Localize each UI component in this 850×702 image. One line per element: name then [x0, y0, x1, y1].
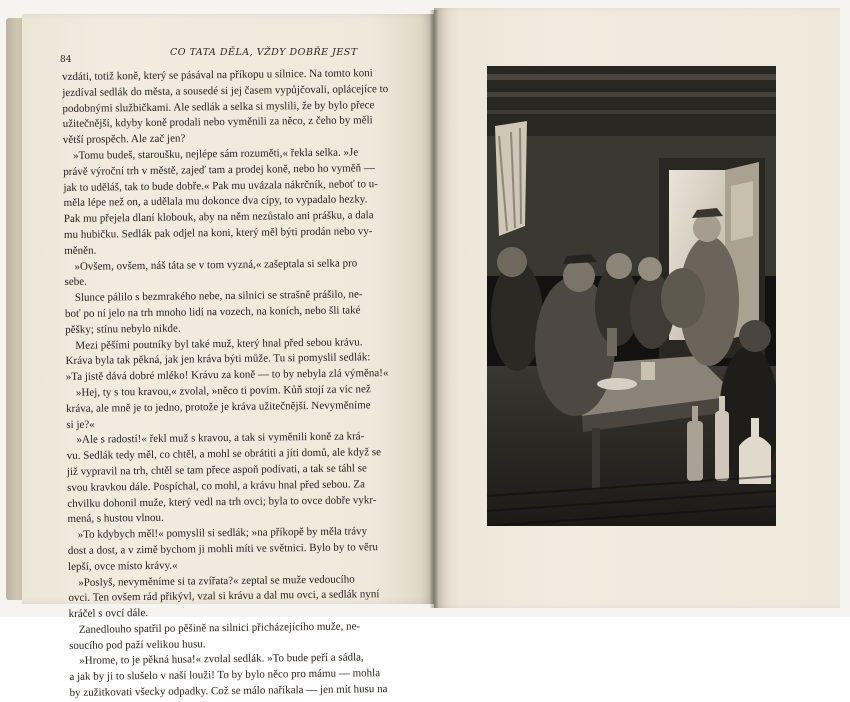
text-line: pěšky; stínu nebylo nikde.: [65, 322, 181, 336]
text-line: »Ta jistě dává dobré mléko! Krávu za koně — to by nebyla zlá výměna!«: [65, 367, 389, 384]
tavern-scene-engraving: [487, 66, 776, 526]
text-line: mená, s hustou vlnou.: [67, 512, 164, 526]
text-line: »Tomu budeš, staroušku, nejlépe sám rozuměti,« řekla selka. »Je: [72, 146, 359, 162]
text-line: právě výroční trh v městě, zajeď tam a prodej koně, nebo ho vyměň —: [63, 161, 375, 178]
body-text: [62, 66, 424, 700]
book-gutter: [430, 10, 438, 608]
page-number: 84: [60, 55, 72, 65]
text-line: měla lépe než on, a udělala mu dokonce dva cípy, to vypadalo hezky.: [63, 193, 368, 210]
text-line: a jak by ji to slušelo v naší louži! To by bylo něco pro mámu — mohla: [69, 667, 381, 684]
text-line: »Poslyš, nevyměníme si ta zvířata?« zeptal se muže vedoucího: [78, 572, 355, 589]
text-line: by zužitkovati všecky odpadky. Což se málo naříkala — jen mít husu na: [69, 683, 388, 700]
text-line: Kráva byla tak pěkná, jak jen kráva býti může. Tu si pomyslil sedlák:: [65, 351, 371, 368]
text-line: užitečnější, kdyby koně prodali nebo vyměnili za něco, z čeho by měli: [62, 114, 373, 131]
text-line: vzdáti, totiž koně, který se pásával na příkopu u silnice. Na tomto koni: [62, 67, 373, 83]
text-line: soucího pod paží velikou husu.: [68, 637, 206, 652]
text-line: vu. Sedlák tedy měl, co chtěl, a mohl se obrátiti a jíti domů, ale když se: [66, 446, 382, 463]
text-line: »Ovšem, ovšem, náš táta se v tom vyzná,« zašeptala si selka pro: [74, 256, 358, 273]
text-line: jezdíval sedlák do města, a sousedé si jej časem vypůjčovali, oplácejíce to: [62, 82, 389, 99]
text-line: větší prospěch. Ale zač jen?: [62, 132, 186, 147]
text-line: lepší, ovce místo krávy.«: [67, 559, 178, 573]
text-line: Pak mu přejela dlaní klobouk, aby na něm nezůstalo ani prášku, a dala: [63, 209, 374, 226]
text-line: si je?«: [66, 418, 95, 431]
text-line: »Ale s radostí!« řekl muž s kravou, a tak si vyměnili koně za krá-: [76, 430, 365, 447]
tavern-illustration: [487, 66, 776, 526]
text-line: mu hubičku. Sedlák pak odjel na koni, který měl býti prodán nebo vy-: [63, 225, 373, 241]
text-line: jak to uděláš, tak to bude dobře.« Pak mu uvázala nákrčník, neboť to u-: [63, 177, 378, 194]
text-line: Mezi pěšími poutníky byl také muž, který hnal před sebou krávu.: [75, 335, 363, 352]
text-line: Zanedlouho spatřil po pěšině na silnici přicházejícího muže, ne-: [78, 620, 361, 636]
running-head: [60, 47, 420, 63]
text-line: svou kravkou dále. Pospíchal, co mohl, a krávu hnal před sebou. Za: [67, 478, 365, 494]
text-line: kráčel s ovcí dále.: [68, 607, 149, 621]
text-line: ovci. Ten ovšem rád přikývl, vzal si krávu a dal mu ovci, a sedlák nyní: [68, 588, 380, 605]
text-line: kráva, ale mně je to jedno, protože je kráva užitečnější. Nevyměníme: [66, 398, 371, 415]
text-line: dost a dost, a v zimě bychom ji mohli míti ve světnici. Bylo by to věru: [67, 541, 379, 557]
text-line: »Hej, ty s tou kravou,« zvolal, »něco ti povím. Kůň stojí za víc než: [75, 383, 371, 399]
text-line: Slunce pálilo s bezmrakého nebe, na silnici se strašně prášilo, ne-: [74, 288, 363, 305]
text-line: chvilku dohonil muže, který vedl na trh ovci; byla to ovce dobře vykr-: [67, 493, 377, 510]
text-line: měněn.: [64, 244, 97, 257]
running-head-title: CO TATA DĚLA, VŽDY DOBŘE JEST: [170, 47, 358, 58]
text-line: »To kdybych měl!« pomyslil si sedlák; »na příkopě by měla trávy: [77, 525, 368, 541]
text-line: boť po ní jelo na trh mnoho lidí na vozech, na koních, nebo šli také: [64, 304, 361, 320]
text-line: již vypravil na trh, chtěl se tam přece aspoň podívati, a tak se táhl se: [66, 462, 367, 478]
text-line: podobnými službičkami. Ale sedlák a selka si myslili, že by bylo přece: [62, 98, 375, 115]
text-line: »Hrome, to je pěkná husa!« zvolal sedlák. »To bude peří a sádla,: [79, 651, 364, 668]
text-line: sebe.: [64, 276, 87, 289]
